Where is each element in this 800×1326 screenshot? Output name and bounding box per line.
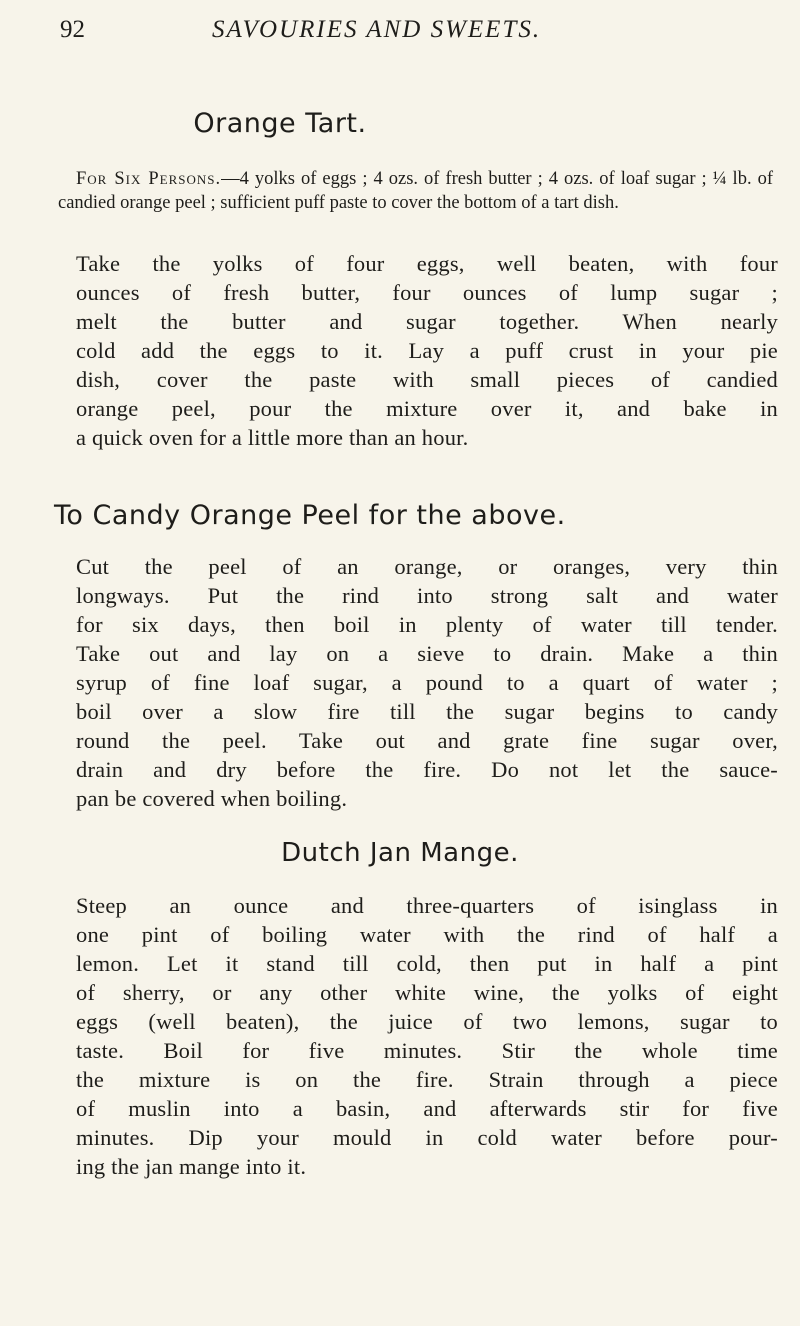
text-line: round the peel. Take out and grate fine sugar over, [76, 728, 778, 753]
text-line: Steep an ounce and three-quarters of isinglass in [76, 893, 778, 918]
text-line: ing the jan mange into it. [76, 1154, 307, 1179]
page-number: 92 [60, 16, 85, 43]
text-line: syrup of fine loaf sugar, a pound to a quart of water ; [76, 670, 778, 695]
recipe-heading-orange-tart: Orange Tart. [193, 108, 367, 139]
text-line: Cut the peel of an orange, or oranges, very thin [76, 554, 778, 579]
running-head [60, 10, 760, 50]
ingredients-label: For Six Persons. [76, 169, 222, 189]
text-line: minutes. Dip your mould in cold water before pour- [76, 1125, 778, 1150]
text-line: ounces of fresh butter, four ounces of lump sugar ; [76, 280, 778, 305]
text-line: pan be covered when boiling. [76, 786, 348, 811]
ingredients-text: —4 yolks of eggs ; 4 ozs. of fresh butter ; 4 ozs. of loaf sugar ; ¼ lb. of candied orange peel ; sufficient puff paste to cover the bottom of a tart dish. [58, 169, 773, 213]
text-line: drain and dry before the fire. Do not let the sauce- [76, 757, 778, 782]
text-line: Take the yolks of four eggs, well beaten, with four [76, 251, 778, 276]
text-line: orange peel, pour the mixture over it, and bake in [76, 396, 778, 421]
recipe-body-dutch-jan-mange [54, 891, 778, 1181]
text-line: dish, cover the paste with small pieces of candied [76, 367, 778, 392]
recipe-heading-candy-orange-peel: To Candy Orange Peel for the above. [54, 500, 566, 531]
recipe-body-orange-tart [54, 249, 778, 452]
text-line: eggs (well beaten), the juice of two lemons, sugar to [76, 1009, 778, 1034]
text-line: one pint of boiling water with the rind of half a [76, 922, 778, 947]
text-line: a quick oven for a little more than an hour. [76, 425, 469, 450]
text-line: the mixture is on the fire. Strain through a piece [76, 1067, 778, 1092]
text-line: Take out and lay on a sieve to drain. Make a thin [76, 641, 778, 666]
text-line: lemon. Let it stand till cold, then put in half a pint [76, 951, 778, 976]
running-title: SAVOURIES AND SWEETS. [212, 16, 542, 43]
text-line: boil over a slow fire till the sugar begins to candy [76, 699, 778, 724]
recipe-body-candy-orange-peel [54, 552, 778, 813]
text-line: longways. Put the rind into strong salt and water [76, 583, 778, 608]
text-line: of muslin into a basin, and afterwards stir for five [76, 1096, 778, 1121]
text-line: taste. Boil for five minutes. Stir the whole time [76, 1038, 778, 1063]
text-line: melt the butter and sugar together. When nearly [76, 309, 778, 334]
text-line: cold add the eggs to it. Lay a puff crust in your pie [76, 338, 778, 363]
recipe-heading-dutch-jan-mange: Dutch Jan Mange. [281, 838, 519, 868]
ingredients-list [58, 167, 773, 215]
text-line: for six days, then boil in plenty of water till tender. [76, 612, 778, 637]
text-line: of sherry, or any other white wine, the yolks of eight [76, 980, 778, 1005]
